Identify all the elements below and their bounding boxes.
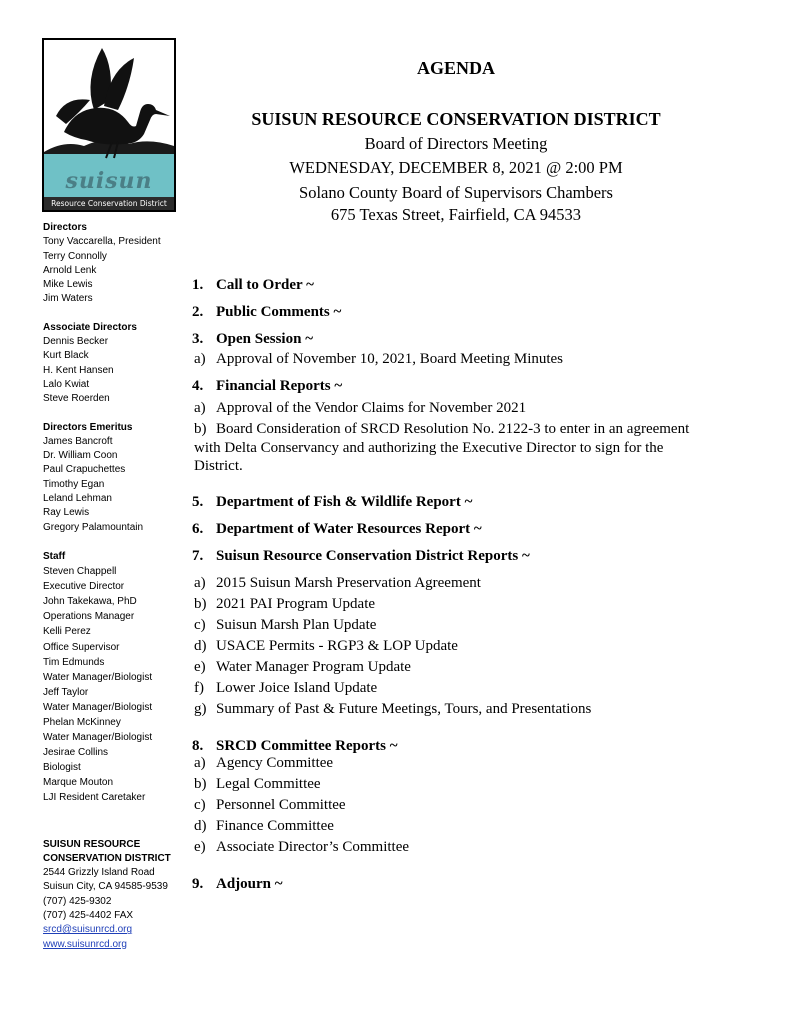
staff-group bbox=[43, 549, 193, 806]
agenda-item-water-resources: 6. Department of Water Resources Report ~ bbox=[192, 521, 482, 537]
sub-item: a) Agency Committee bbox=[194, 755, 334, 771]
logo-caption: Resource Conservation District bbox=[44, 197, 174, 210]
contact-name-line1: SUISUN RESOURCE bbox=[43, 838, 141, 850]
directors-heading: Directors bbox=[43, 222, 87, 233]
associate-directors-heading: Associate Directors bbox=[43, 321, 137, 333]
sub-item: c) Personnel Committee bbox=[194, 797, 346, 813]
meeting-venue: Solano County Board of Supervisors Chambers bbox=[299, 183, 613, 202]
logo-word: suisun bbox=[65, 168, 153, 194]
staff-line: Phelan McKinney bbox=[43, 716, 121, 728]
staff-line: Biologist bbox=[43, 762, 81, 774]
sub-item: b) Legal Committee bbox=[194, 776, 321, 792]
staff-line: John Takekawa, PhD bbox=[43, 596, 137, 608]
staff-line: Water Manager/Biologist bbox=[43, 701, 153, 713]
director-name: Mike Lewis bbox=[43, 279, 93, 291]
director-name: Tony Vaccarella, President bbox=[43, 236, 161, 248]
contact-address: 2544 Grizzly Island Road bbox=[43, 867, 155, 879]
sub-item: e) Water Manager Program Update bbox=[194, 659, 411, 675]
sub-item: d) USACE Permits - RGP3 & LOP Update bbox=[194, 638, 458, 654]
staff-line: Kelli Perez bbox=[43, 626, 91, 638]
associate-director-name: Dennis Becker bbox=[43, 336, 109, 348]
emeritus-name: Ray Lewis bbox=[43, 507, 90, 519]
sub-item: a) Approval of November 10, 2021, Board Meeting Minutes bbox=[194, 351, 564, 367]
staff-line: Water Manager/Biologist bbox=[43, 671, 153, 683]
contact-fax: (707) 425-4402 FAX bbox=[43, 910, 134, 922]
agenda-item-call-to-order: 1. Call to Order ~ bbox=[192, 277, 314, 293]
staff-line: Office Supervisor bbox=[43, 641, 120, 653]
meeting-date: WEDNESDAY, DECEMBER 8, 2021 @ 2:00 PM bbox=[289, 158, 623, 177]
associate-directors-group bbox=[43, 321, 193, 407]
sub-item: e) Associate Director’s Committee bbox=[194, 839, 410, 855]
sub-item: f) Lower Joice Island Update bbox=[194, 680, 378, 696]
agenda-item-committee-reports: 8. SRCD Committee Reports ~ bbox=[192, 738, 398, 754]
directors-group bbox=[43, 221, 193, 307]
emeritus-name: Timothy Egan bbox=[43, 478, 105, 490]
agenda-item-adjourn: 9. Adjourn ~ bbox=[192, 876, 283, 892]
staff-line: Marque Mouton bbox=[43, 777, 114, 789]
agenda-item-open-session: 3. Open Session ~ bbox=[192, 331, 313, 347]
meeting-address: 675 Texas Street, Fairfield, CA 94533 bbox=[330, 205, 582, 224]
directors-emeritus-heading: Directors Emeritus bbox=[43, 421, 133, 433]
sub-item: d) Finance Committee bbox=[194, 818, 334, 834]
associate-director-name: Lalo Kwiat bbox=[43, 378, 90, 390]
staff-heading: Staff bbox=[43, 550, 66, 562]
emeritus-name: Gregory Palamountain bbox=[43, 521, 144, 533]
associate-director-name: Steve Roerden bbox=[43, 393, 110, 405]
contact-block bbox=[43, 838, 193, 952]
director-name: Jim Waters bbox=[43, 293, 93, 305]
district-logo bbox=[42, 38, 176, 212]
sub-item-wrapped: b) Board Consideration of SRCD Resolution No. 2122-3 to enter in an agreement with Delta Conservancy and authorizing the Executive Director to sign for the District. bbox=[194, 421, 690, 474]
staff-line: Operations Manager bbox=[43, 611, 135, 623]
director-name: Arnold Lenk bbox=[43, 264, 97, 276]
sub-item: a) Approval of the Vendor Claims for November 2021 bbox=[194, 400, 527, 416]
staff-line: Steven Chappell bbox=[43, 566, 117, 578]
sidebar bbox=[43, 221, 193, 952]
sub-item: c) Suisun Marsh Plan Update bbox=[194, 617, 377, 633]
staff-line: Tim Edmunds bbox=[43, 656, 105, 668]
emeritus-name: Dr. William Coon bbox=[43, 450, 118, 462]
agenda-item-public-comments: 2. Public Comments ~ bbox=[192, 304, 342, 320]
agenda-title: AGENDA bbox=[416, 58, 495, 78]
emeritus-name: James Bancroft bbox=[43, 435, 113, 447]
emeritus-name: Paul Crapuchettes bbox=[43, 464, 126, 476]
sub-item: g) Summary of Past & Future Meetings, Tours, and Presentations bbox=[194, 701, 592, 717]
contact-website-link[interactable]: www.suisunrcd.org bbox=[43, 938, 127, 950]
sub-item: b) 2021 PAI Program Update bbox=[194, 596, 376, 612]
agenda-item-fish-wildlife: 5. Department of Fish & Wildlife Report ~ bbox=[192, 494, 473, 510]
organization-title: SUISUN RESOURCE CONSERVATION DISTRICT bbox=[251, 109, 661, 129]
contact-email-link[interactable]: srcd@suisunrcd.org bbox=[43, 924, 133, 936]
meeting-name: Board of Directors Meeting bbox=[364, 134, 548, 153]
associate-director-name: H. Kent Hansen bbox=[43, 364, 114, 376]
contact-city: Suisun City, CA 94585-9539 bbox=[43, 881, 168, 893]
associate-director-name: Kurt Black bbox=[43, 350, 89, 362]
staff-line: Jesirae Collins bbox=[43, 747, 109, 759]
staff-line: Water Manager/Biologist bbox=[43, 732, 153, 744]
contact-phone: (707) 425-9302 bbox=[43, 895, 112, 907]
agenda-item-srcd-reports: 7. Suisun Resource Conservation District Reports ~ bbox=[192, 548, 530, 564]
contact-name-line2: CONSERVATION DISTRICT bbox=[43, 852, 171, 864]
sub-item: a) 2015 Suisun Marsh Preservation Agreement bbox=[194, 575, 481, 591]
directors-emeritus-group bbox=[43, 421, 193, 535]
staff-line: Jeff Taylor bbox=[43, 686, 89, 698]
emeritus-name: Leland Lehman bbox=[43, 493, 112, 505]
staff-line: LJI Resident Caretaker bbox=[43, 792, 146, 804]
agenda-item-financial-reports: 4. Financial Reports ~ bbox=[192, 378, 343, 394]
staff-line: Executive Director bbox=[43, 581, 125, 593]
director-name: Terry Connolly bbox=[43, 250, 107, 262]
